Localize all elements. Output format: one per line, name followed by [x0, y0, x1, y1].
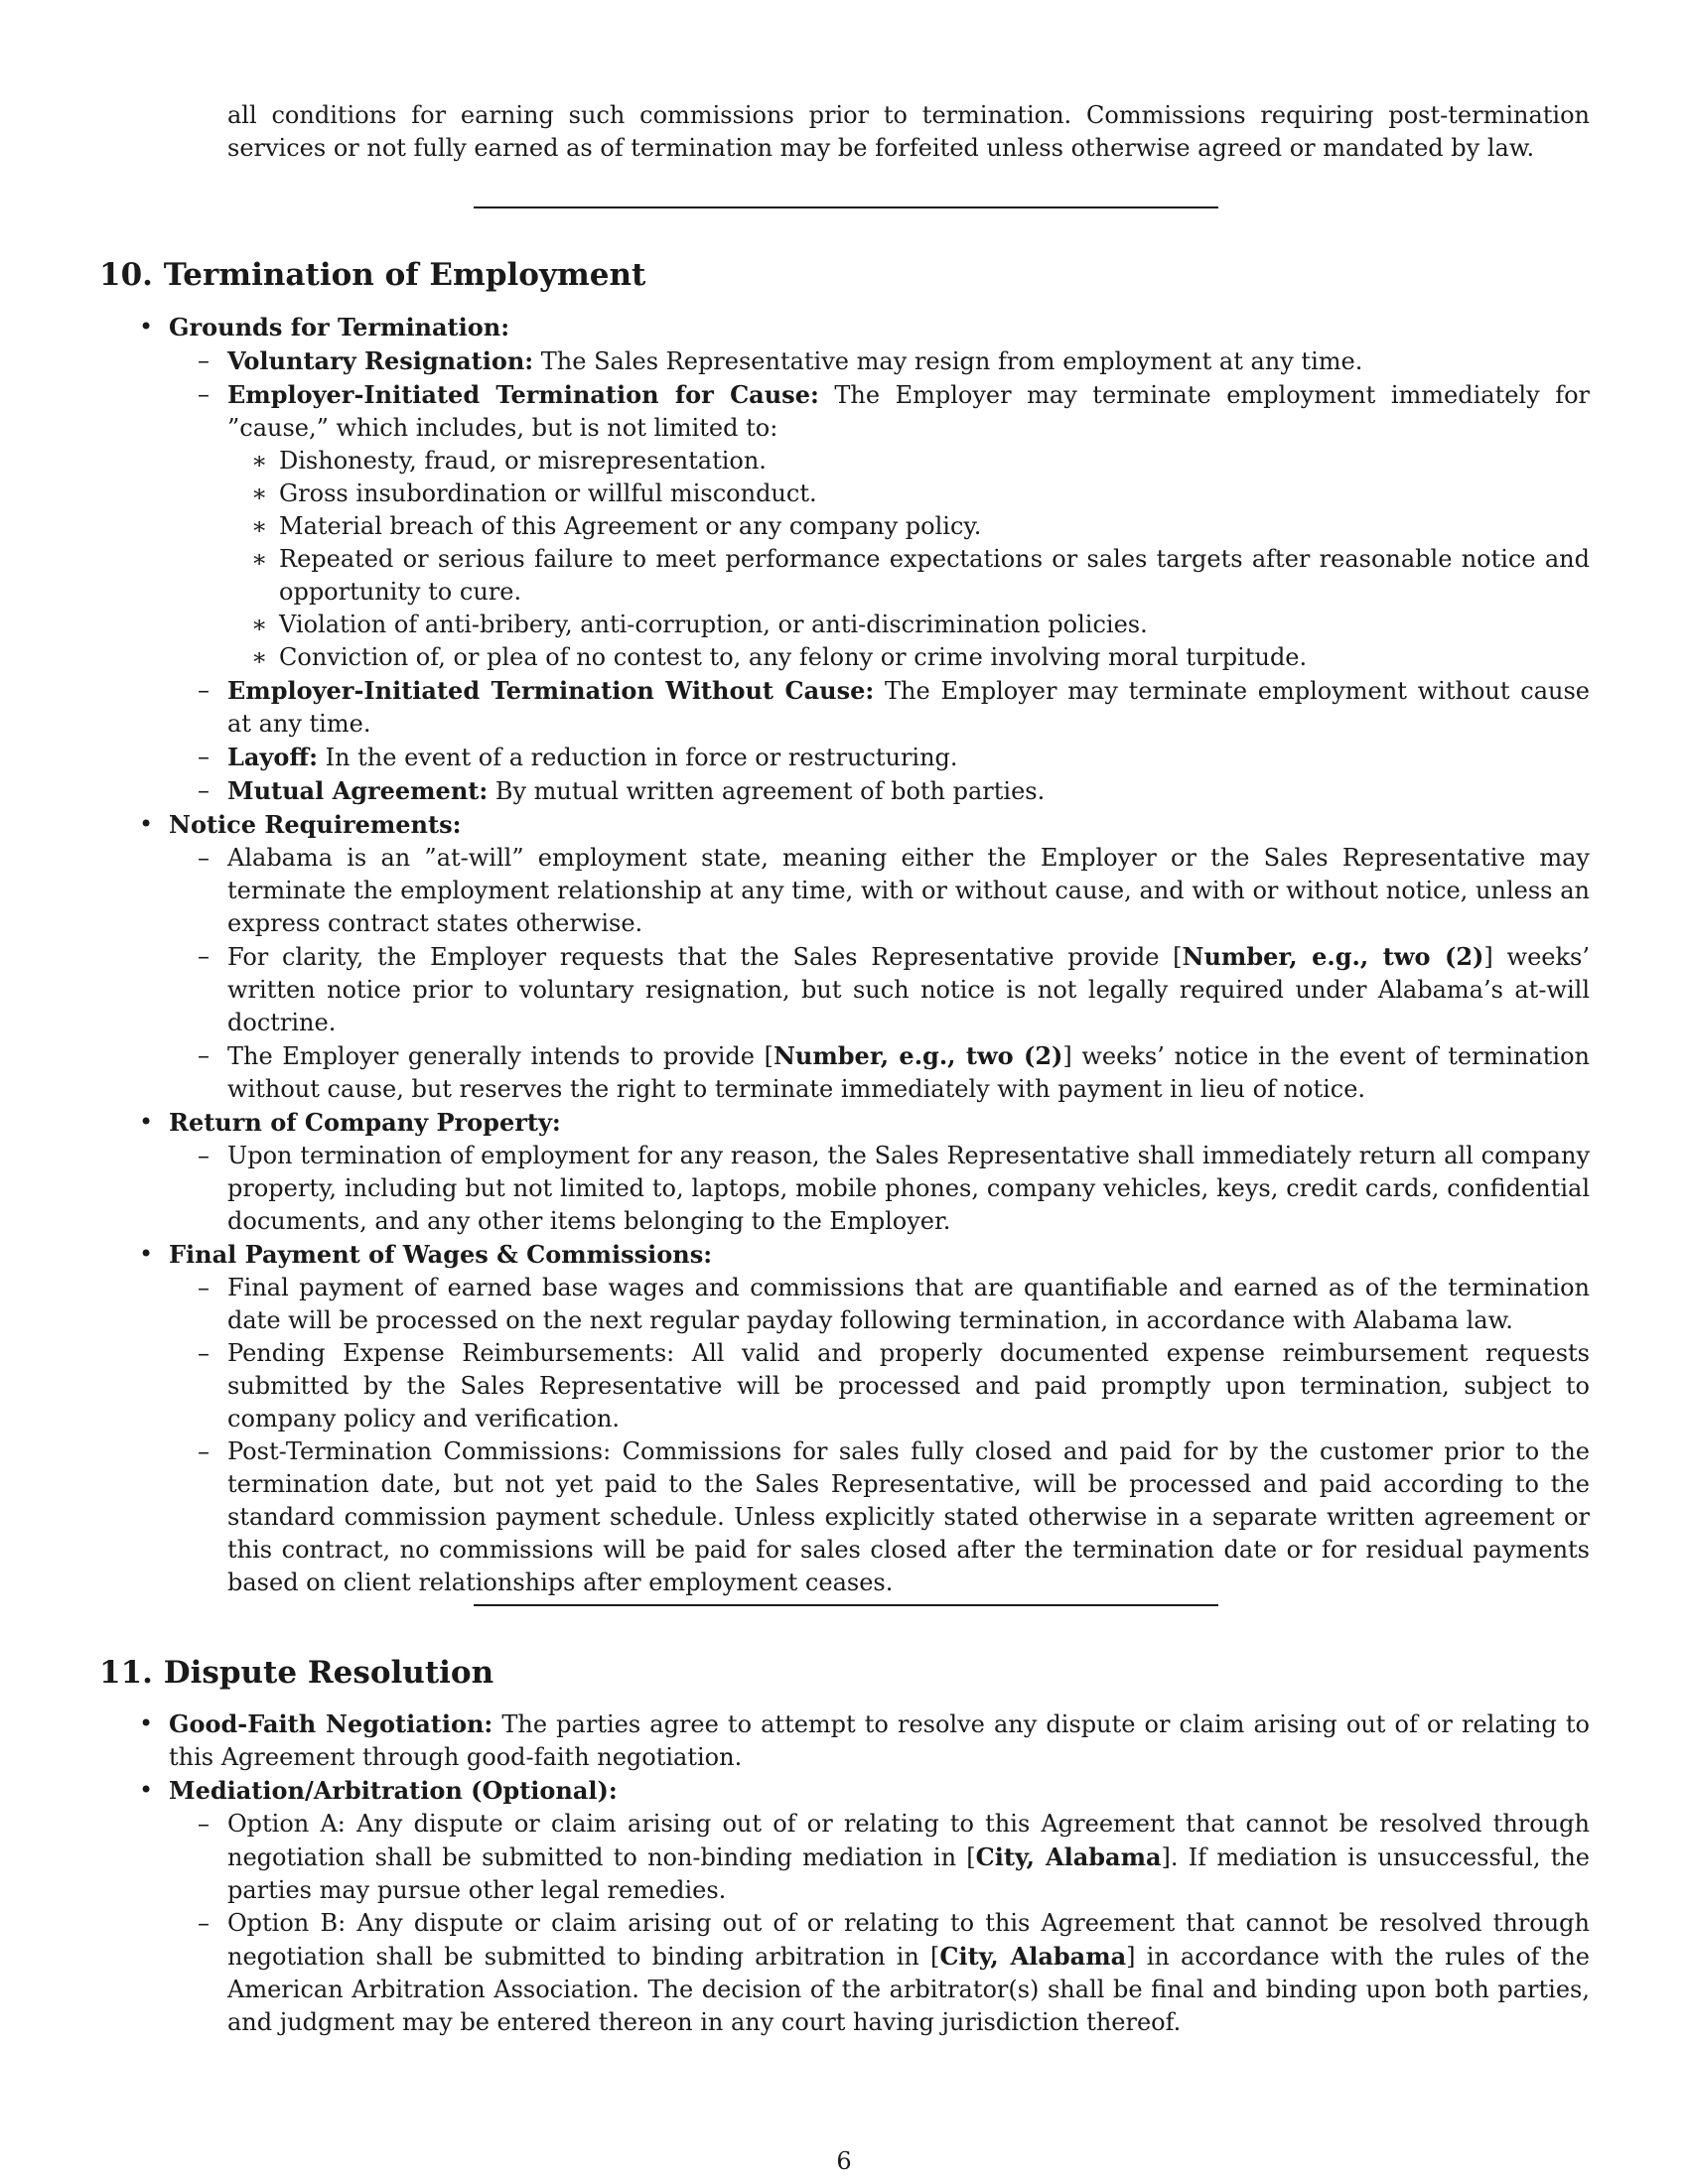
grounds-item	[169, 311, 1590, 808]
notice-placeholder: Number, e.g., two (2)	[773, 1041, 1063, 1070]
section-divider	[474, 206, 1218, 208]
voluntary-text: The Sales Representative may resign from employment at any time.	[533, 347, 1363, 375]
city-placeholder: City, Alabama	[975, 1843, 1162, 1871]
section-11-title: 11. Dispute Resolution	[99, 1655, 494, 1691]
mutual-label: Mutual Agreement:	[227, 776, 489, 805]
notice-placeholder: Number, e.g., two (2)	[1182, 942, 1484, 971]
final-payment-wages: – Final payment of earned base wages and commissions that are quantifiable and earned as of the termination date will be processed on the next regular payday following termination, in accordance with Alabama law.	[227, 1272, 1590, 1337]
cause-item: ∗ Dishonesty, fraud, or misrepresentation.	[279, 445, 1590, 478]
mediation-item	[169, 1774, 1590, 2039]
notice-sublist	[227, 842, 1590, 1106]
final-payment-label: Final Payment of Wages & Commissions:	[169, 1240, 713, 1269]
mediation-sublist	[227, 1808, 1590, 2039]
for-cause-item	[227, 378, 1590, 674]
section-11-list	[169, 1707, 1590, 2039]
mutual-text: By mutual written agreement of both parties.	[488, 777, 1046, 805]
cause-item: ∗ Material breach of this Agreement or any company policy.	[279, 510, 1590, 543]
option-a	[227, 1808, 1590, 1907]
notice-employer	[227, 1039, 1590, 1106]
final-payment-item	[169, 1238, 1590, 1599]
cause-list	[279, 445, 1590, 674]
final-payment-sublist	[227, 1272, 1590, 1599]
without-cause-item	[227, 674, 1590, 741]
property-return: – Upon termination of employment for any reason, the Sales Representative shall immediately return all company property, including but not limited to, laptops, mobile phones, company vehicles, keys, credit cards, confidential documents, and any other items belonging to the Employer.	[227, 1140, 1590, 1238]
mutual-item	[227, 774, 1590, 808]
good-faith-label: Good-Faith Negotiation:	[169, 1709, 493, 1738]
notice-employer-text: The Employer generally intends to provide [	[227, 1042, 774, 1070]
notice-employer-text: ] weeks’ notice in the event of termination without cause, but reserves the right to terminate immediately with payment in lieu of notice.	[227, 1042, 1591, 1103]
voluntary-item	[227, 344, 1590, 378]
mediation-label: Mediation/Arbitration (Optional):	[169, 1776, 618, 1805]
for-cause-text: The Employer may terminate employment immediately for ”cause,” which includes, but is not limited to:	[227, 381, 1590, 442]
good-faith-text: The parties agree to attempt to resolve any dispute or claim arising out of or relating to this Agreement through good-faith negotiation.	[169, 1710, 1591, 1771]
layoff-text: In the event of a reduction in force or restructuring.	[317, 744, 958, 771]
property-sublist	[227, 1140, 1590, 1238]
cause-item: ∗ Gross insubordination or willful misconduct.	[279, 478, 1590, 510]
notice-resignation-text: For clarity, the Employer requests that the Sales Representative provide [	[227, 943, 1183, 971]
city-placeholder: City, Alabama	[939, 1942, 1127, 1971]
option-b-text: Option B: Any dispute or claim arising out of or relating to this Agreement that cannot be resolved through negotiation shall be submitted to binding arbitration in [	[227, 1909, 1590, 1971]
section-10-title: 10. Termination of Employment	[99, 257, 646, 293]
notice-label: Notice Requirements:	[169, 810, 462, 839]
page-number: 6	[836, 2147, 852, 2175]
notice-at-will: – Alabama is an ”at-will” employment state, meaning either the Employer or the Sales Representative may terminate the employment relationship at any time, with or without cause, and with or without notice, unless an express contract states otherwise.	[227, 842, 1590, 940]
final-payment-expenses: – Pending Expense Reimbursements: All valid and properly documented expense reimbursement requests submitted by the Sales Representative will be processed and paid promptly upon termination, subject to company policy and verification.	[227, 1337, 1590, 1435]
notice-item	[169, 808, 1590, 1106]
without-cause-text: The Employer may terminate employment without cause at any time.	[227, 677, 1591, 738]
good-faith-item	[169, 1707, 1590, 1774]
cause-item: ∗ Violation of anti-bribery, anti-corruption, or anti-discrimination policies.	[279, 609, 1590, 641]
layoff-label: Layoff:	[227, 743, 318, 771]
layoff-item	[227, 741, 1590, 774]
notice-resignation-text: ] weeks’ written notice prior to voluntary resignation, but such notice is not legally required under Alabama’s at-will doctrine.	[227, 943, 1590, 1036]
grounds-label: Grounds for Termination:	[169, 313, 510, 341]
continuation-paragraph: all conditions for earning such commissions prior to termination. Commissions requiring post-termination services or not fully earned as of termination may be forfeited unless otherwise agreed or mandated by law.	[227, 101, 1590, 162]
option-b-text: ] in accordance with the rules of the American Arbitration Association. The decision of the arbitrator(s) shall be final and binding upon both parties, and judgment may be entered thereon in any court having jurisdiction thereof.	[227, 1943, 1591, 2036]
option-a-text: Option A: Any dispute or claim arising out of or relating to this Agreement that cannot be resolved through negotiation shall be submitted to non-binding mediation in [	[227, 1810, 1590, 1871]
voluntary-label: Voluntary Resignation:	[227, 346, 534, 375]
without-cause-label: Employer-Initiated Termination Without Cause:	[227, 676, 875, 705]
property-item	[169, 1106, 1590, 1238]
grounds-sublist	[227, 344, 1590, 808]
for-cause-label: Employer-Initiated Termination for Cause:	[227, 380, 819, 409]
property-label: Return of Company Property:	[169, 1108, 561, 1137]
option-b	[227, 1907, 1590, 2039]
notice-resignation	[227, 940, 1590, 1039]
option-a-text: ]. If mediation is unsuccessful, the parties may pursue other legal remedies.	[227, 1843, 1590, 1904]
final-payment-commissions: – Post-Termination Commissions: Commissions for sales fully closed and paid for by the customer prior to the termination date, but not yet paid to the Sales Representative, will be processed and paid according to the standard commission payment schedule. Unless explicitly stated otherwise in a separate written agreement or this contract, no commissions will be paid for sales closed after the termination date or for residual payments based on client relationships after employment ceases.	[227, 1435, 1590, 1599]
section-divider	[474, 1604, 1218, 1606]
cause-item: ∗ Repeated or serious failure to meet performance expectations or sales targets after reasonable notice and opportunity to cure.	[279, 543, 1590, 609]
cause-item: ∗ Conviction of, or plea of no contest to, any felony or crime involving moral turpitude.	[279, 641, 1590, 674]
section-10-list	[169, 311, 1590, 1599]
